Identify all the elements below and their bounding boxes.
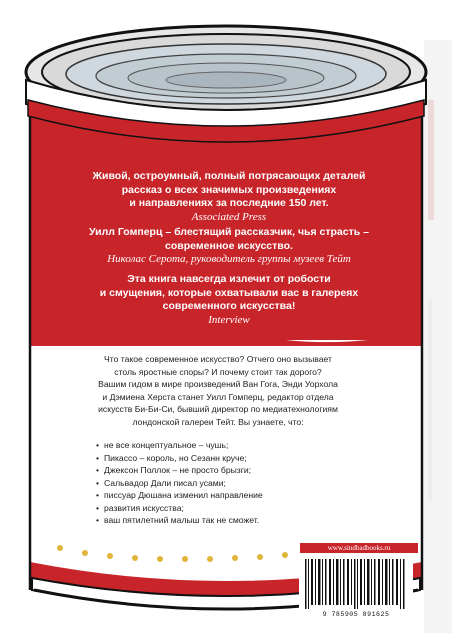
quote-2-line-2: современное искусство. (165, 239, 293, 252)
book-description (92, 353, 344, 429)
review-quote-1 (40, 170, 418, 224)
description-line-2: столь яростные споры? И почему стоит так дорого? (114, 366, 322, 377)
description-line-5: искусств Би-Би-Си, бывший директор по медиатехнологиям (98, 404, 338, 415)
barcode (299, 557, 413, 619)
quote-1-line-3: и направлениях за последние 150 лет. (129, 197, 329, 209)
list-item: • ваш пятилетний малыш так не сможет. (96, 514, 356, 527)
description-line-4: и Дэмиена Херста станет Уилл Гомперц, редактор отдела (102, 391, 334, 402)
publisher-website[interactable]: www.sindbadbooks.ru (300, 543, 418, 553)
list-item-continuation: • развития искусства; (96, 502, 356, 515)
quote-3-line-3: современного искусства! (162, 300, 296, 312)
quote-2-source: Николас Серота, руководитель группы музеев Тейт (107, 253, 351, 265)
quote-2-line-1: Уилл Гомперц – блестящий рассказчик, чья страсть – (89, 226, 369, 238)
review-quote-2 (40, 226, 418, 267)
quote-1-line-1: Живой, остроумный, полный потрясающих деталей (92, 170, 366, 182)
list-item: • не все концептуальное – чушь; (96, 439, 356, 452)
list-item: • Пикассо – король, но Сезанн круче; (96, 452, 356, 465)
quote-1-source: Associated Press (191, 210, 267, 223)
list-item: • Сальвадор Дали писал усами; (96, 477, 356, 490)
facts-list (96, 439, 356, 527)
barcode-bars (299, 557, 413, 609)
list-item: • писсуар Дюшана изменил направление (96, 489, 356, 502)
quote-3-source: Interview (208, 313, 250, 326)
quote-1-line-2: рассказ о всех значимых произведениях (121, 183, 337, 196)
quote-3-line-2: и смущения, которые охватывали вас в галереях (99, 286, 359, 299)
description-line-6: лондонской галереи Тейт. Вы узнаете, что: (132, 416, 304, 427)
review-quote-3 (40, 273, 418, 327)
description-line-1: Что такое современное искусство? Отчего оно вызывает (104, 354, 332, 364)
quote-3-line-1: Эта книга навсегда излечит от робости (127, 273, 331, 285)
isbn-number: 9 785905 891625 (322, 611, 390, 618)
list-item: • Джексон Поллок – не просто брызги; (96, 464, 356, 477)
description-line-3: Вашим гидом в мире произведений Ван Гога, Энди Уорхола (98, 379, 338, 390)
